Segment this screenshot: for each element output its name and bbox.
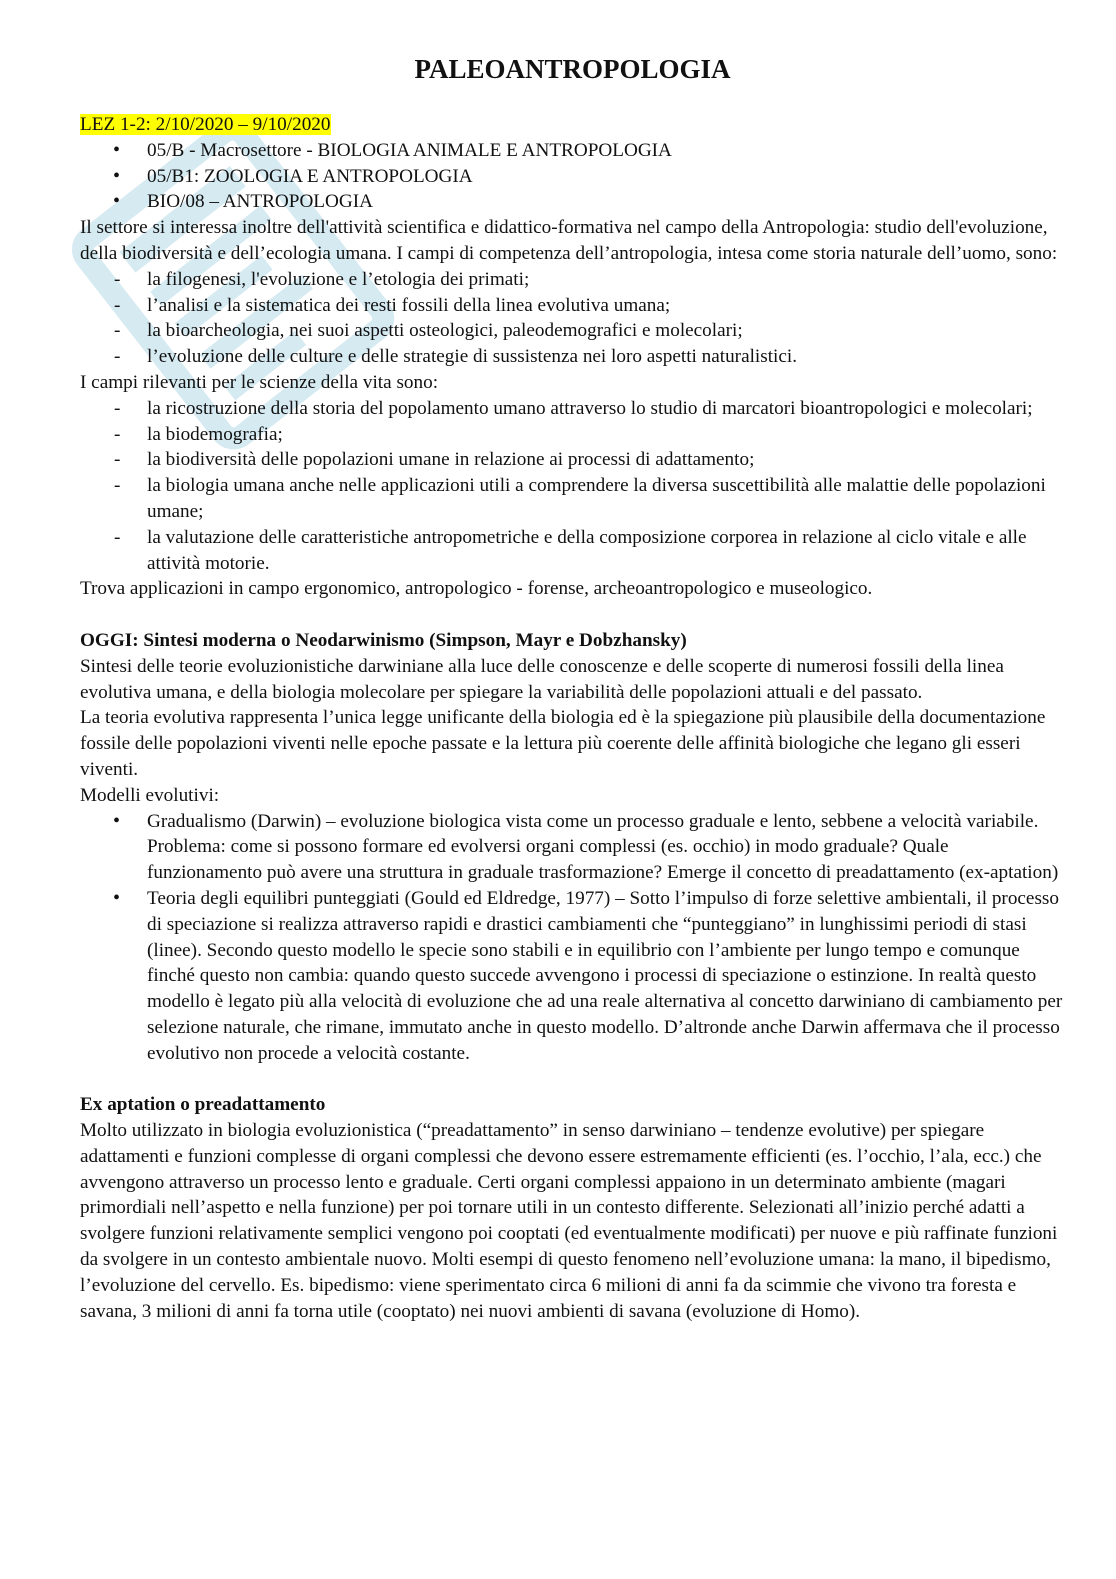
- spacer: [80, 602, 1065, 628]
- sector-list: [80, 138, 1065, 215]
- applications-paragraph: Trova applicazioni in campo ergonomico, antropologico - forense, archeoantropologico e museologico.: [80, 578, 873, 600]
- intro-paragraph: Il settore si interessa inoltre dell'attività scientifica e didattico-formativa nel campo della Antropologia: studio dell'evoluzione, della biodiversità e dell’ecologia umana. I campi di competenza dell’antropologia, intesa come storia naturale dell’uomo, sono:: [80, 217, 1058, 264]
- lesson-header-highlight: LEZ 1-2: 2/10/2020 – 9/10/2020: [80, 114, 331, 135]
- list-item: - la biodiversità delle popolazioni umane in relazione ai processi di adattamento;: [80, 447, 1065, 473]
- document-title: PALEOANTROPOLOGIA: [414, 54, 731, 84]
- list-item: • Teoria degli equilibri punteggiati (Gould ed Eldredge, 1977) – Sotto l’impulso di forze selettive ambientali, il processo di speciazione si realizza attraverso rapidi e drastici cambiamenti che “punteggiano” in lunghissimi periodi di stasi (linee). Secondo questo modello le specie sono stabili e in equilibrio con l’ambiente per lungo tempo e comunque finché questo non cambia: quando questo succede avvengono i processi di speciazione o estinzione. In realtà questo modello è legato più alla velocità di evoluzione che ad una reale alternativa al concetto darwiniano di cambiamento per selezione naturale, che rimane, immutato anche in questo modello. D’altronde anche Darwin affermava che il processo evolutivo non procede a velocità costante.: [80, 886, 1065, 1067]
- list-item: - la valutazione delle caratteristiche antropometriche e della composizione corporea in relazione al ciclo vitale e alle attività motorie.: [80, 525, 1065, 577]
- list-item: • 05/B - Macrosettore - BIOLOGIA ANIMALE E ANTROPOLOGIA: [80, 138, 1065, 164]
- exaptation-section-title: Ex aptation o preadattamento: [80, 1094, 326, 1116]
- oggi-paragraph-2: La teoria evolutiva rappresenta l’unica legge unificante della biologia ed è la spiegazione più plausibile della documentazione fossile delle popolazioni viventi nelle epoche passate e la lettura più coerente delle affinità biologiche che legano gli esseri viventi.: [80, 707, 1046, 780]
- list-item: • Gradualismo (Darwin) – evoluzione biologica vista come un processo graduale e lento, sebbene a velocità variabile. Problema: come si possono formare ed evolversi organi complessi (es. occhio) in modo graduale? Quale funzionamento può avere una struttura in graduale trasformazione? Emerge il concetto di preadattamento (ex-aptation): [80, 809, 1065, 886]
- list-item: - la filogenesi, l'evoluzione e l’etologia dei primati;: [80, 267, 1065, 293]
- list-item: - la biologia umana anche nelle applicazioni utili a comprendere la diversa suscettibilità alle malattie delle popolazioni umane;: [80, 473, 1065, 525]
- list-item: • 05/B1: ZOOLOGIA E ANTROPOLOGIA: [80, 164, 1065, 190]
- list-item: - la biodemografia;: [80, 422, 1065, 448]
- models-list: [80, 809, 1065, 1067]
- list-item: - l’analisi e la sistematica dei resti fossili della linea evolutiva umana;: [80, 293, 1065, 319]
- list-item: - la ricostruzione della storia del popolamento umano attraverso lo studio di marcatori bioantropologici e molecolari;: [80, 396, 1065, 422]
- list-item: • BIO/08 – ANTROPOLOGIA: [80, 189, 1065, 215]
- lesson-header: [80, 112, 1065, 138]
- exaptation-paragraph: Molto utilizzato in biologia evoluzionistica (“preadattamento” in senso darwiniano – tendenze evolutive) per spiegare adattamenti e funzioni complesse di organi complessi che devono essere estremamente efficienti (es. l’occhio, l’ala, ecc.) che avvengono attraverso un processo lento e graduale. Certi organi complessi appaiono in un determinato ambiente (magari primordiali nell’aspetto e nella funzione) per poi tornare utili in un contesto differente. Selezionati all’inizio perché adatti a svolgere funzioni relativamente semplici vengono poi cooptati (ed eventualmente modificati) per nuove e più raffinate funzioni da svolgere in un contesto ambientale nuovo. Molti esempi di questo fenomeno nell’evoluzione umana: la mano, il bipedismo, l’evoluzione del cervello. Es. bipedismo: viene sperimentato circa 6 milioni di anni fa da scimmie che vivono tra foresta e savana, 3 milioni di anni fa torna utile (cooptato) nei nuovi ambienti di savana (evoluzione di Homo).: [80, 1120, 1058, 1322]
- life-sciences-list: [80, 396, 1065, 577]
- life-sciences-intro: I campi rilevanti per le scienze della vita sono:: [80, 371, 439, 393]
- document-page: [80, 52, 1065, 1324]
- list-item: - la bioarcheologia, nei suoi aspetti osteologici, paleodemografici e molecolari;: [80, 318, 1065, 344]
- oggi-paragraph-1: Sintesi delle teorie evoluzionistiche darwiniane alla luce delle conoscenze e delle scoperte di numerosi fossili della linea evolutiva umana, e della biologia molecolare per spiegare la variabilità delle popolazioni attuali e del passato.: [80, 655, 1004, 703]
- spacer: [80, 1066, 1065, 1092]
- models-label: Modelli evolutivi:: [80, 784, 220, 806]
- competence-list: [80, 267, 1065, 370]
- oggi-section-title: OGGI: Sintesi moderna o Neodarwinismo (Simpson, Mayr e Dobzhansky): [80, 629, 687, 651]
- list-item: - l’evoluzione delle culture e delle strategie di sussistenza nei loro aspetti naturalistici.: [80, 344, 1065, 370]
